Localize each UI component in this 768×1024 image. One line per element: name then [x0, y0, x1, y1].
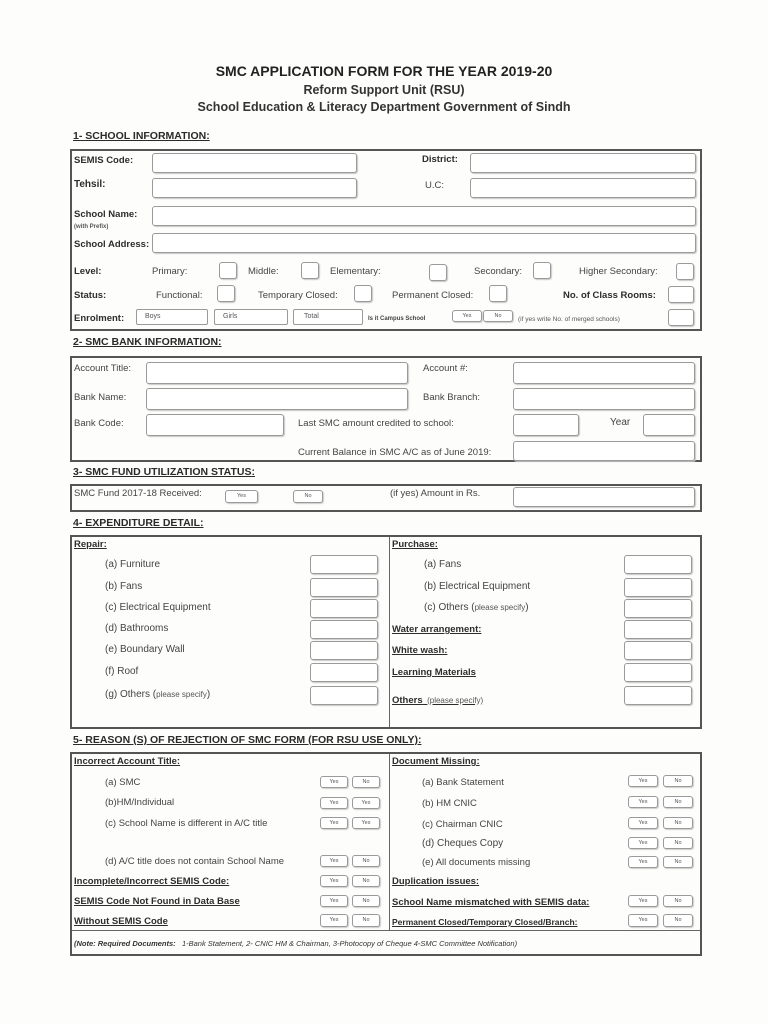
note-text: 1-Bank Statement, 2- CNIC HM & Chairman, 3-Photocopy of Cheque 4-SMC Committee Notification): [181, 939, 518, 948]
semis-code-field[interactable]: [152, 153, 357, 173]
reject-school-name-yes[interactable]: Yes: [320, 817, 348, 829]
purchase-others-specify: please specify: [474, 603, 526, 612]
middle-label: Middle:: [248, 266, 279, 277]
current-balance-field[interactable]: [513, 441, 695, 461]
incorrect-title-heading: Incorrect Account Title:: [74, 756, 181, 767]
purchase-others-close: ): [525, 602, 529, 613]
year-label: Year: [610, 417, 631, 428]
form-subtitle: Reform Support Unit (RSU): [303, 83, 465, 97]
girls-field[interactable]: [214, 309, 288, 325]
primary-checkbox[interactable]: [219, 262, 237, 279]
name-mismatch-yes[interactable]: Yes: [628, 895, 658, 907]
missing-all-yes[interactable]: Yes: [628, 856, 658, 868]
semis-not-found-yes[interactable]: Yes: [320, 895, 348, 907]
repair-electrical-field[interactable]: [310, 599, 378, 618]
missing-chairman-cnic-yes[interactable]: Yes: [628, 817, 658, 829]
required-documents-note: [74, 939, 517, 948]
permanent-closed-label: Permanent Closed:: [392, 290, 474, 301]
campus-yes-button[interactable]: Yes: [452, 310, 482, 322]
elementary-label: Elementary:: [330, 266, 381, 277]
incomplete-semis-no[interactable]: No: [352, 875, 380, 887]
purchase-heading: Purchase:: [392, 539, 438, 550]
district-label: District:: [422, 154, 458, 165]
section-2-heading: 2- SMC BANK INFORMATION:: [73, 336, 222, 348]
repair-others-field[interactable]: [310, 686, 378, 705]
repair-furniture-label: (a) Furniture: [105, 559, 161, 570]
total-field[interactable]: [293, 309, 363, 325]
missing-all-no[interactable]: No: [663, 856, 693, 868]
reject-school-name-label: (c) School Name is different in A/C title: [105, 818, 268, 829]
repair-others-close: ): [206, 689, 211, 700]
school-name-label: School Name:: [74, 209, 138, 220]
class-rooms-field[interactable]: [668, 286, 694, 303]
form-title: SMC APPLICATION FORM FOR THE YEAR 2019-20: [215, 63, 553, 79]
uc-field[interactable]: [470, 178, 696, 198]
semis-not-found-label: SEMIS Code Not Found in Data Base: [74, 896, 240, 907]
reject-title-missing-label: (d) A/C title does not contain School Name: [105, 856, 285, 867]
incomplete-semis-yes[interactable]: Yes: [320, 875, 348, 887]
repair-fans-label: (b) Fans: [105, 581, 143, 592]
temporary-closed-label: Temporary Closed:: [258, 290, 338, 301]
class-rooms-label: No. of Class Rooms:: [563, 290, 656, 301]
enrolment-label: Enrolment:: [74, 313, 125, 324]
amount-field[interactable]: [513, 487, 695, 507]
missing-hm-cnic-label: (b) HM CNIC: [422, 798, 477, 809]
missing-cheques-yes[interactable]: Yes: [628, 837, 658, 849]
amount-label: (if yes) Amount in Rs.: [390, 488, 481, 499]
others-field[interactable]: [624, 686, 692, 705]
bank-branch-label: Bank Branch:: [423, 392, 481, 403]
elementary-checkbox[interactable]: [429, 264, 447, 281]
repair-furniture-field[interactable]: [310, 555, 378, 574]
last-amount-label: Last SMC amount credited to school:: [298, 418, 454, 429]
level-label: Level:: [74, 266, 102, 277]
merged-schools-field[interactable]: [668, 309, 694, 326]
reject-school-name-yes-alt[interactable]: Yes: [352, 817, 380, 829]
without-semis-label: Without SEMIS Code: [74, 916, 168, 927]
purchase-fans-field[interactable]: [624, 555, 692, 574]
reject-hm-yes-alt[interactable]: Yes: [352, 797, 380, 809]
semis-code-label: SEMIS Code:: [74, 155, 134, 166]
repair-fans-field[interactable]: [310, 578, 378, 597]
learning-materials-label: Learning Materials: [392, 667, 476, 678]
note-label: (Note: Required Documents:: [74, 939, 176, 948]
missing-all-label: (e) All documents missing: [422, 857, 531, 868]
bank-code-field[interactable]: [146, 414, 284, 436]
reject-title-missing-no[interactable]: No: [352, 855, 380, 867]
repair-others-specify: please specify: [156, 690, 207, 699]
white-wash-field[interactable]: [624, 641, 692, 660]
note-divider: [72, 930, 700, 931]
campus-no-button[interactable]: No: [483, 310, 513, 322]
last-amount-field[interactable]: [513, 414, 579, 436]
girls-label: Girls: [223, 313, 238, 320]
white-wash-label: White wash:: [392, 645, 448, 656]
bank-name-label: Bank Name:: [74, 392, 127, 403]
bank-information-panel: [70, 356, 702, 462]
current-balance-label: Current Balance in SMC A/C as of June 2019:: [298, 447, 492, 458]
functional-checkbox[interactable]: [217, 285, 235, 302]
purchase-fans-label: (a) Fans: [424, 559, 462, 570]
total-label: Total: [304, 313, 319, 320]
secondary-checkbox[interactable]: [533, 262, 551, 279]
rejection-reasons-panel: [70, 752, 702, 956]
learning-materials-field[interactable]: [624, 663, 692, 682]
section-1-heading: 1- SCHOOL INFORMATION:: [73, 130, 210, 142]
reject-hm-label: (b)HM/Individual: [105, 797, 175, 808]
fund-no-button[interactable]: No: [293, 490, 323, 503]
year-field[interactable]: [643, 414, 695, 436]
account-no-label: Account #:: [423, 363, 468, 374]
department-name: School Education & Literacy Department Government of Sindh: [197, 100, 571, 114]
document-missing-heading: Document Missing:: [392, 756, 480, 767]
water-arrangement-field[interactable]: [624, 620, 692, 639]
section-3-heading: 3- SMC FUND UTILIZATION STATUS:: [73, 466, 255, 478]
tehsil-label: Tehsil:: [74, 179, 106, 190]
missing-chairman-cnic-no[interactable]: No: [663, 817, 693, 829]
missing-cheques-label: (d) Cheques Copy: [422, 838, 504, 849]
section-5-heading: 5- REASON (S) OF REJECTION OF SMC FORM (FOR RSU USE ONLY):: [73, 734, 422, 746]
school-name-field[interactable]: [152, 206, 696, 226]
water-arrangement-label: Water arrangement:: [392, 624, 482, 635]
others-text: Others: [392, 695, 423, 706]
without-semis-no[interactable]: No: [352, 914, 380, 927]
expenditure-panel: [70, 535, 702, 729]
rejection-divider: [389, 754, 390, 930]
bank-branch-field[interactable]: [513, 388, 695, 410]
with-prefix-note: (with Prefix): [74, 224, 109, 230]
repair-others-text: (g) Others (: [105, 689, 157, 700]
functional-label: Functional:: [156, 290, 203, 301]
fund-received-label: SMC Fund 2017-18 Received:: [74, 488, 202, 499]
perm-closed-no[interactable]: No: [663, 914, 693, 927]
account-title-label: Account Title:: [74, 363, 132, 374]
repair-boundary-wall-label: (e) Boundary Wall: [105, 644, 185, 655]
reject-smc-no[interactable]: No: [352, 776, 380, 788]
purchase-others-field[interactable]: [624, 599, 692, 618]
campus-school-label: Is it Campus School: [368, 316, 426, 322]
repair-bathrooms-label: (d) Bathrooms: [105, 623, 169, 634]
repair-heading: Repair:: [74, 539, 107, 550]
primary-label: Primary:: [152, 266, 188, 277]
missing-cheques-no[interactable]: No: [663, 837, 693, 849]
reject-smc-yes[interactable]: Yes: [320, 776, 348, 788]
missing-bank-statement-no[interactable]: No: [663, 775, 693, 787]
higher-secondary-label: Higher Secondary:: [579, 266, 658, 277]
expenditure-divider: [389, 537, 390, 727]
repair-roof-field[interactable]: [310, 663, 378, 682]
fund-yes-button[interactable]: Yes: [225, 490, 258, 503]
missing-bank-statement-yes[interactable]: Yes: [628, 775, 658, 787]
semis-not-found-no[interactable]: No: [352, 895, 380, 907]
incomplete-semis-label: Incomplete/Incorrect SEMIS Code:: [74, 876, 230, 887]
permanent-closed-checkbox[interactable]: [489, 285, 507, 302]
purchase-electrical-label: (b) Electrical Equipment: [424, 581, 531, 592]
higher-secondary-checkbox[interactable]: [676, 263, 694, 280]
purchase-electrical-field[interactable]: [624, 578, 692, 597]
bank-code-label: Bank Code:: [74, 418, 124, 429]
tehsil-field[interactable]: [152, 178, 357, 198]
duplication-issues-label: Duplication issues:: [392, 876, 480, 887]
repair-electrical-label: (c) Electrical Equipment: [105, 602, 211, 613]
section-4-heading: 4- EXPENDITURE DETAIL:: [73, 517, 204, 529]
repair-roof-label: (f) Roof: [105, 666, 139, 677]
uc-label: U.C:: [425, 180, 444, 191]
name-mismatch-no[interactable]: No: [663, 895, 693, 907]
others-specify: (please specify): [427, 696, 484, 705]
temporary-closed-checkbox[interactable]: [354, 285, 372, 302]
account-title-field[interactable]: [146, 362, 408, 384]
perm-closed-label: Permanent Closed/Temporary Closed/Branch:: [392, 917, 578, 927]
repair-boundary-wall-field[interactable]: [310, 641, 378, 660]
middle-checkbox[interactable]: [301, 262, 319, 279]
reject-hm-yes[interactable]: Yes: [320, 797, 348, 809]
missing-hm-cnic-yes[interactable]: Yes: [628, 796, 658, 808]
merged-schools-note: (if yes write No. of merged schools): [518, 316, 620, 323]
boys-label: Boys: [145, 313, 161, 320]
others-label: [392, 690, 483, 708]
without-semis-yes[interactable]: Yes: [320, 914, 348, 927]
missing-chairman-cnic-label: (c) Chairman CNIC: [422, 819, 503, 830]
purchase-others-label: [424, 602, 529, 613]
secondary-label: Secondary:: [474, 266, 523, 277]
perm-closed-yes[interactable]: Yes: [628, 914, 658, 927]
fund-utilization-panel: [70, 484, 702, 512]
repair-bathrooms-field[interactable]: [310, 620, 378, 639]
missing-hm-cnic-no[interactable]: No: [663, 796, 693, 808]
name-mismatch-label: School Name mismatched with SEMIS data:: [392, 897, 590, 908]
school-information-panel: [70, 149, 702, 331]
bank-name-field[interactable]: [146, 388, 408, 410]
missing-bank-statement-label: (a) Bank Statement: [422, 777, 504, 788]
school-address-field[interactable]: [152, 233, 696, 253]
reject-smc-label: (a) SMC: [105, 777, 141, 788]
school-address-label: School Address:: [74, 239, 150, 250]
reject-title-missing-yes[interactable]: Yes: [320, 855, 348, 867]
repair-others-label: [105, 689, 210, 700]
boys-field[interactable]: [136, 309, 208, 325]
status-label: Status:: [74, 290, 107, 301]
purchase-others-text: (c) Others (: [424, 602, 475, 613]
district-field[interactable]: [470, 153, 696, 173]
account-no-field[interactable]: [513, 362, 695, 384]
